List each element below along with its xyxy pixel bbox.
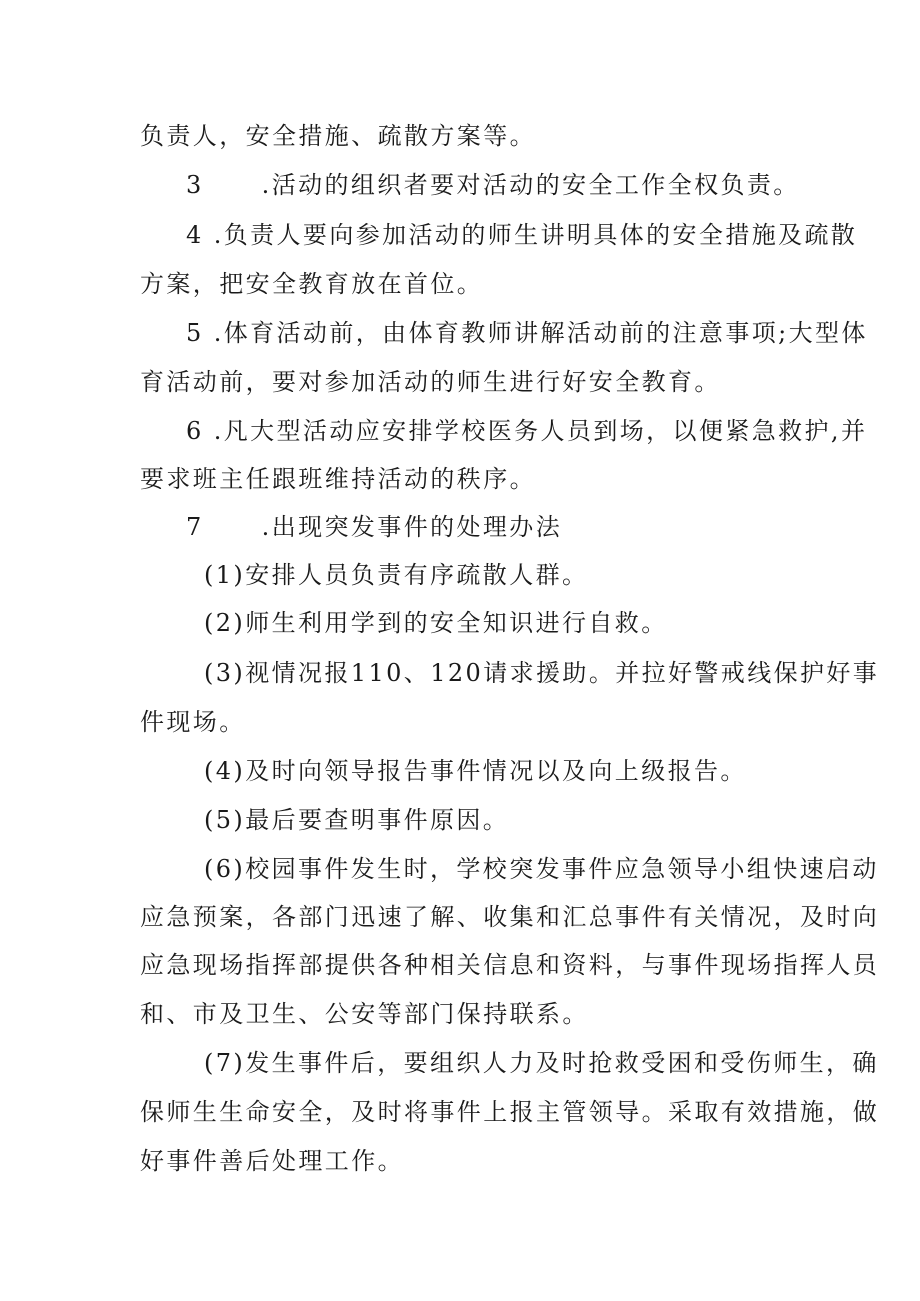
text-line: 件现场。 xyxy=(140,708,246,736)
sub-item-7-line: (7)发生事件后，要组织人力及时抢救受困和受伤师生，确 xyxy=(204,1049,879,1077)
text-line: 保师生生命安全，及时将事件上报主管领导。采取有效措施，做 xyxy=(140,1098,880,1126)
item-4-line: 4 .负责人要向参加活动的师生讲明具体的安全措施及疏散 xyxy=(186,221,858,249)
sub-item-2-line: (2)师生利用学到的安全知识进行自救。 xyxy=(204,609,668,637)
text-line: 育活动前，要对参加活动的师生进行好安全教育。 xyxy=(140,368,721,396)
sub-item-4-line: (4)及时向领导报告事件情况以及向上级报告。 xyxy=(204,757,747,785)
item-text: .出现突发事件的处理办法 xyxy=(261,513,563,541)
sub-item-3-line: (3)视情况报110、120请求援助。并拉好警戒线保护好事 xyxy=(204,659,880,687)
item-number: 7 xyxy=(186,513,204,541)
text-line: 应急现场指挥部提供各种相关信息和资料，与事件现场指挥人员 xyxy=(140,951,880,979)
sub-item-1-line: (1)安排人员负责有序疏散人群。 xyxy=(204,561,589,589)
sub-item-5-line: (5)最后要查明事件原因。 xyxy=(204,806,510,834)
text-line: 要求班主任跟班维持活动的秩序。 xyxy=(140,465,536,493)
text-line: 好事件善后处理工作。 xyxy=(140,1147,404,1175)
text-line: 和、市及卫生、公安等部门保持联系。 xyxy=(140,1000,589,1028)
item-3-line xyxy=(186,168,846,202)
text-line: 方案，把安全教育放在首位。 xyxy=(140,270,484,298)
item-number: 3 xyxy=(186,171,204,199)
item-6-line: 6 .凡大型活动应安排学校医务人员到场，以便紧急救护,并 xyxy=(186,417,868,445)
item-5-line: 5 .体育活动前，由体育教师讲解活动前的注意事项;大型体 xyxy=(186,319,868,347)
text-line: 负责人，安全措施、疏散方案等。 xyxy=(140,122,536,150)
text-line: 应急预案，各部门迅速了解、收集和汇总事件有关情况，及时向 xyxy=(140,903,880,931)
item-7-line xyxy=(186,510,846,544)
item-text: .活动的组织者要对活动的安全工作全权负责。 xyxy=(261,171,800,199)
sub-item-6-line: (6)校园事件发生时，学校突发事件应急领导小组快速启动 xyxy=(204,855,879,883)
